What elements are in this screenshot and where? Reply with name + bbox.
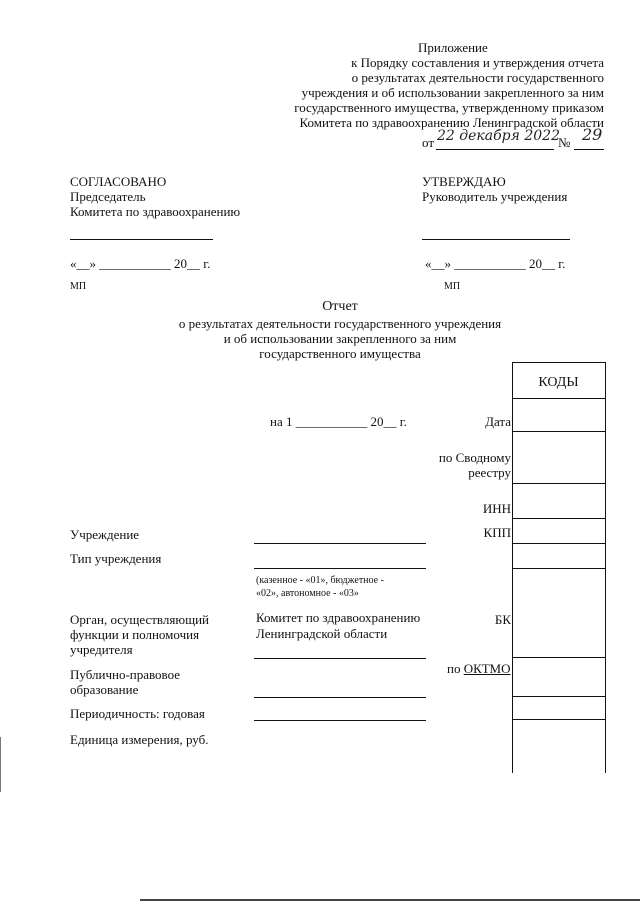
code-label-kpp: КПП xyxy=(483,525,511,540)
codes-row-divider xyxy=(512,543,605,544)
appendix-line: государственного имущества, утвержденному приказом xyxy=(294,100,604,115)
field-type-hint: (казенное - «01», бюджетное - xyxy=(256,575,384,586)
report-subtitle-line: государственного имущества xyxy=(259,346,421,361)
oktmo-prefix: по xyxy=(447,661,461,676)
approval-right-date: «__» ___________ 20__ г. xyxy=(425,256,566,271)
approval-left-signature-line xyxy=(70,239,213,240)
field-public-label: Публично-правовое xyxy=(70,667,181,682)
appendix-line: о результатах деятельности государственного xyxy=(351,70,604,85)
field-founder-label: Орган, осуществляющий xyxy=(70,612,209,627)
field-founder-value: Ленинградской области xyxy=(256,626,388,641)
order-number-underline xyxy=(574,149,604,150)
page-bottom-edge xyxy=(140,899,640,901)
code-label-oktmo xyxy=(447,661,511,676)
report-subtitle-line: о результатах деятельности государственного учреждения xyxy=(178,316,502,331)
field-unit-label: Единица измерения, руб. xyxy=(70,732,209,747)
field-institution-line xyxy=(254,543,426,544)
code-label-inn: ИНН xyxy=(482,501,511,516)
codes-row-divider xyxy=(512,431,605,432)
codes-row-divider xyxy=(512,398,605,399)
approval-left-date: «__» ___________ 20__ г. xyxy=(70,256,211,271)
codes-row-divider xyxy=(512,568,605,569)
code-label-registry: реестру xyxy=(468,465,511,480)
field-founder-label: функции и полномочия xyxy=(70,627,200,642)
field-founder-label: учредителя xyxy=(70,642,133,657)
codes-row-divider xyxy=(512,518,605,519)
oktmo-label: ОКТМО xyxy=(463,661,511,676)
order-date-underline xyxy=(436,149,554,150)
field-periodicity-line xyxy=(254,720,426,721)
report-as-of-date: на 1 ___________ 20__ г. xyxy=(270,414,407,429)
order-date-handwritten: 22 декабря 2022 xyxy=(437,128,560,144)
field-founder-value: Комитет по здравоохранению xyxy=(256,610,421,625)
codes-row-divider xyxy=(512,696,605,697)
field-public-label: образование xyxy=(70,682,139,697)
code-label-registry: по Сводному xyxy=(438,450,511,465)
field-type-line xyxy=(254,568,426,569)
approval-right-signature-line xyxy=(422,239,570,240)
appendix-line: Комитета по здравоохранению Ленинградской области xyxy=(299,115,604,130)
approval-right-stamp: МП xyxy=(444,281,461,292)
field-type-label: Тип учреждения xyxy=(70,551,162,566)
report-subtitle-line: и об использовании закрепленного за ним xyxy=(223,331,457,346)
codes-row-divider xyxy=(512,719,605,720)
approval-left-organization: Комитета по здравоохранению xyxy=(70,204,241,219)
code-label-date: Дата xyxy=(485,414,511,429)
field-type-hint: «02», автономное - «03» xyxy=(256,588,359,599)
order-from-label: от xyxy=(422,135,435,150)
field-institution-label: Учреждение xyxy=(70,527,140,542)
codes-header: КОДЫ xyxy=(538,375,579,390)
order-number-handwritten: 29 xyxy=(582,125,603,144)
order-number-sign: № xyxy=(558,135,571,150)
margin-scan-mark xyxy=(0,737,1,792)
codes-row-divider xyxy=(512,483,605,484)
field-public-line xyxy=(254,697,426,698)
appendix-line: учреждения и об использовании закрепленного за ним xyxy=(301,85,604,100)
codes-row-divider xyxy=(512,657,605,658)
field-periodicity-label: Периодичность: годовая xyxy=(70,706,205,721)
field-founder-line xyxy=(254,658,426,659)
approval-left-stamp: МП xyxy=(70,281,87,292)
appendix-line: к Порядку составления и утверждения отчета xyxy=(351,55,604,70)
approval-right-header: УТВЕРЖДАЮ xyxy=(422,174,506,189)
approval-left-position: Председатель xyxy=(70,189,146,204)
approval-right-position: Руководитель учреждения xyxy=(422,189,568,204)
approval-left-header: СОГЛАСОВАНО xyxy=(70,174,167,189)
report-title: Отчет xyxy=(322,299,358,314)
appendix-title: Приложение xyxy=(418,40,488,55)
code-label-bk: БК xyxy=(494,612,511,627)
